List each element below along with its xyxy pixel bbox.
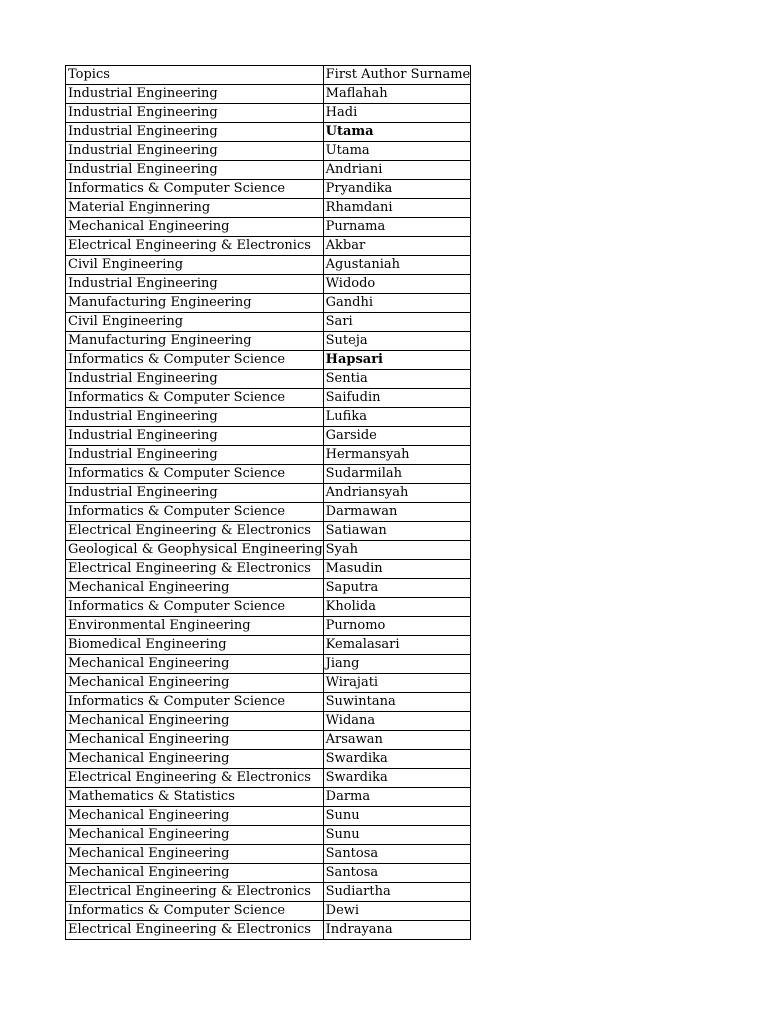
table-row — [66, 617, 471, 636]
topic-cell: Geological & Geophysical Engineering — [66, 541, 324, 560]
author-surname-cell: Purnama — [323, 218, 471, 237]
topic-cell: Industrial Engineering — [66, 484, 324, 503]
author-surname-cell: Kemalasari — [323, 636, 471, 655]
topic-cell: Mechanical Engineering — [66, 712, 324, 731]
author-surname-cell: Andriansyah — [323, 484, 471, 503]
table-row — [66, 655, 471, 674]
topic-cell: Mechanical Engineering — [66, 864, 324, 883]
topic-cell: Industrial Engineering — [66, 104, 324, 123]
table-row — [66, 446, 471, 465]
topic-cell: Informatics & Computer Science — [66, 351, 324, 370]
author-surname-cell: Andriani — [323, 161, 471, 180]
table-row — [66, 503, 471, 522]
topic-cell: Mathematics & Statistics — [66, 788, 324, 807]
author-surname-cell: Sunu — [323, 807, 471, 826]
table-row — [66, 883, 471, 902]
table-row — [66, 579, 471, 598]
author-surname-cell: Darma — [323, 788, 471, 807]
topic-cell: Environmental Engineering — [66, 617, 324, 636]
table-row — [66, 598, 471, 617]
table-row — [66, 142, 471, 161]
table-row — [66, 826, 471, 845]
topic-cell: Industrial Engineering — [66, 85, 324, 104]
author-surname-cell: Arsawan — [323, 731, 471, 750]
topic-cell: Mechanical Engineering — [66, 579, 324, 598]
author-surname-cell: Santosa — [323, 864, 471, 883]
author-surname-cell: Swardika — [323, 769, 471, 788]
author-surname-cell: Gandhi — [323, 294, 471, 313]
table-row — [66, 199, 471, 218]
table-row — [66, 750, 471, 769]
author-surname-cell: Utama — [323, 123, 471, 142]
table-row — [66, 123, 471, 142]
table-row — [66, 370, 471, 389]
topic-cell: Electrical Engineering & Electronics — [66, 237, 324, 256]
topic-cell: Mechanical Engineering — [66, 750, 324, 769]
author-surname-cell: Sudiartha — [323, 883, 471, 902]
table-row — [66, 180, 471, 199]
table-row — [66, 921, 471, 940]
author-surname-cell: Satiawan — [323, 522, 471, 541]
table-row — [66, 294, 471, 313]
author-surname-cell: Widodo — [323, 275, 471, 294]
topic-cell: Industrial Engineering — [66, 427, 324, 446]
author-surname-cell: Hapsari — [323, 351, 471, 370]
table-row — [66, 332, 471, 351]
table-row — [66, 313, 471, 332]
table-row — [66, 902, 471, 921]
table-row — [66, 674, 471, 693]
author-surname-cell: Kholida — [323, 598, 471, 617]
topic-cell: Informatics & Computer Science — [66, 598, 324, 617]
topic-cell: Mechanical Engineering — [66, 674, 324, 693]
table-row — [66, 256, 471, 275]
topic-cell: Informatics & Computer Science — [66, 465, 324, 484]
author-surname-cell: Utama — [323, 142, 471, 161]
topic-cell: Electrical Engineering & Electronics — [66, 883, 324, 902]
author-surname-cell: Sunu — [323, 826, 471, 845]
table-row — [66, 104, 471, 123]
topic-cell: Industrial Engineering — [66, 446, 324, 465]
topic-cell: Informatics & Computer Science — [66, 503, 324, 522]
table-row — [66, 845, 471, 864]
table-row — [66, 389, 471, 408]
topic-cell: Industrial Engineering — [66, 123, 324, 142]
author-surname-cell: Widana — [323, 712, 471, 731]
table-row — [66, 465, 471, 484]
table-row — [66, 85, 471, 104]
table-header-row — [66, 66, 471, 85]
topic-cell: Mechanical Engineering — [66, 845, 324, 864]
author-surname-cell: Purnomo — [323, 617, 471, 636]
table-row — [66, 427, 471, 446]
table-row — [66, 864, 471, 883]
table-row — [66, 218, 471, 237]
author-surname-cell: Swardika — [323, 750, 471, 769]
topic-cell: Industrial Engineering — [66, 370, 324, 389]
author-surname-cell: Akbar — [323, 237, 471, 256]
author-surname-cell: Jiang — [323, 655, 471, 674]
topic-cell: Mechanical Engineering — [66, 826, 324, 845]
author-surname-cell: Rhamdani — [323, 199, 471, 218]
topic-cell: Industrial Engineering — [66, 275, 324, 294]
table-row — [66, 522, 471, 541]
table-row — [66, 712, 471, 731]
table-row — [66, 636, 471, 655]
table-row — [66, 351, 471, 370]
table-row — [66, 560, 471, 579]
topic-cell: Electrical Engineering & Electronics — [66, 769, 324, 788]
topic-cell: Informatics & Computer Science — [66, 902, 324, 921]
table-row — [66, 484, 471, 503]
topic-cell: Mechanical Engineering — [66, 807, 324, 826]
table-row — [66, 807, 471, 826]
header-first-author-surname: First Author Surname — [323, 66, 471, 85]
topic-cell: Industrial Engineering — [66, 161, 324, 180]
topic-cell: Civil Engineering — [66, 313, 324, 332]
topic-cell: Informatics & Computer Science — [66, 693, 324, 712]
author-surname-cell: Syah — [323, 541, 471, 560]
author-surname-cell: Maflahah — [323, 85, 471, 104]
topic-cell: Civil Engineering — [66, 256, 324, 275]
table-row — [66, 275, 471, 294]
topic-cell: Informatics & Computer Science — [66, 180, 324, 199]
author-surname-cell: Saifudin — [323, 389, 471, 408]
topic-cell: Electrical Engineering & Electronics — [66, 921, 324, 940]
table-body — [66, 85, 471, 940]
table-row — [66, 408, 471, 427]
table-row — [66, 788, 471, 807]
topics-authors-table — [65, 65, 471, 940]
topic-cell: Biomedical Engineering — [66, 636, 324, 655]
table-row — [66, 161, 471, 180]
topic-cell: Industrial Engineering — [66, 142, 324, 161]
author-surname-cell: Sudarmilah — [323, 465, 471, 484]
topic-cell: Mechanical Engineering — [66, 731, 324, 750]
author-surname-cell: Suteja — [323, 332, 471, 351]
author-surname-cell: Pryandika — [323, 180, 471, 199]
author-surname-cell: Wirajati — [323, 674, 471, 693]
author-surname-cell: Agustaniah — [323, 256, 471, 275]
table-row — [66, 693, 471, 712]
author-surname-cell: Hermansyah — [323, 446, 471, 465]
author-surname-cell: Masudin — [323, 560, 471, 579]
table-row — [66, 769, 471, 788]
topic-cell: Industrial Engineering — [66, 408, 324, 427]
topic-cell: Manufacturing Engineering — [66, 332, 324, 351]
author-surname-cell: Darmawan — [323, 503, 471, 522]
topic-cell: Electrical Engineering & Electronics — [66, 560, 324, 579]
table-row — [66, 731, 471, 750]
topic-cell: Mechanical Engineering — [66, 655, 324, 674]
author-surname-cell: Hadi — [323, 104, 471, 123]
author-surname-cell: Dewi — [323, 902, 471, 921]
table-row — [66, 541, 471, 560]
author-surname-cell: Suwintana — [323, 693, 471, 712]
topic-cell: Informatics & Computer Science — [66, 389, 324, 408]
author-surname-cell: Sari — [323, 313, 471, 332]
author-surname-cell: Indrayana — [323, 921, 471, 940]
author-surname-cell: Saputra — [323, 579, 471, 598]
header-topics: Topics — [66, 66, 324, 85]
topic-cell: Manufacturing Engineering — [66, 294, 324, 313]
author-surname-cell: Santosa — [323, 845, 471, 864]
table-row — [66, 237, 471, 256]
topic-cell: Material Enginnering — [66, 199, 324, 218]
author-surname-cell: Sentia — [323, 370, 471, 389]
author-surname-cell: Garside — [323, 427, 471, 446]
topic-cell: Electrical Engineering & Electronics — [66, 522, 324, 541]
author-surname-cell: Lufika — [323, 408, 471, 427]
topic-cell: Mechanical Engineering — [66, 218, 324, 237]
